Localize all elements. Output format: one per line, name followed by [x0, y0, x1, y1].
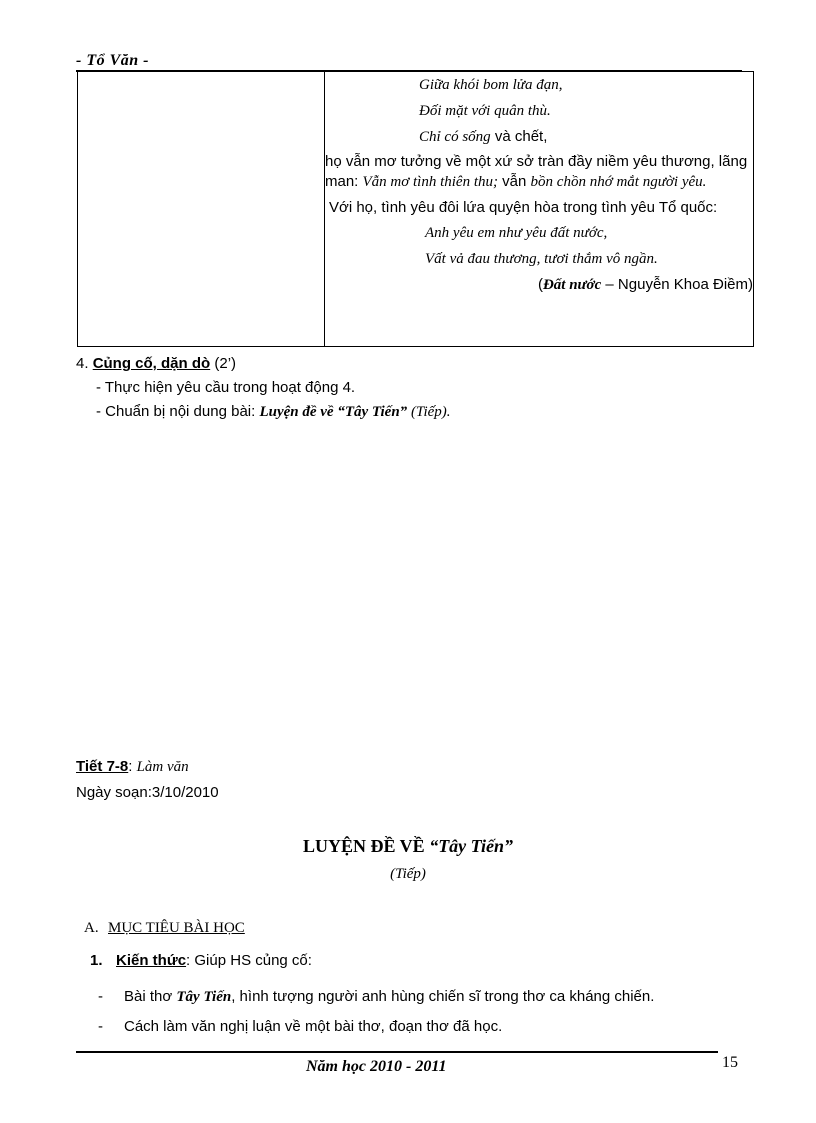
lesson-colon: : — [128, 758, 137, 775]
prose-text: họ vẫn mơ tưởng về một xứ sở tràn đầy niềm yêu thương, lãng man: — [325, 153, 748, 190]
section-4 — [76, 352, 451, 424]
item-suffix: , hình tượng người anh hùng chiến sĩ trong thơ ca kháng chiến. — [231, 988, 655, 1005]
knowledge-list — [98, 982, 654, 1042]
title-italic: “Tây Tiến” — [429, 836, 513, 856]
table-left-cell — [78, 72, 325, 347]
item-bold: Tây Tiến — [176, 989, 232, 1005]
poem-italic: Chỉ có sống — [419, 129, 491, 145]
poem-normal: và chết, — [490, 128, 548, 145]
item-prefix: Bài thơ — [124, 988, 177, 1005]
with-line: Với họ, tình yêu đôi lứa quyện hòa trong tình yêu Tổ quốc: — [329, 199, 718, 216]
section-4-time: (2’) — [210, 355, 237, 372]
item-bold: Luyện đề về “Tây Tiến” — [259, 404, 408, 420]
lesson-label: Tiết 7-8 — [76, 758, 129, 775]
source-author: – Nguyễn Khoa Điềm) — [601, 276, 753, 293]
poem-source — [325, 272, 753, 298]
poem-line: Anh yêu em như yêu đất nước, — [425, 225, 608, 241]
page-number: 15 — [722, 1054, 738, 1071]
section-a-heading — [84, 920, 245, 937]
footer-year: Năm học 2010 - 2011 — [306, 1058, 447, 1075]
poem-line — [325, 124, 753, 150]
item-text: Cách làm văn nghị luận về một bài thơ, đoạn thơ đã học. — [124, 1018, 503, 1035]
item-prefix: - Chuẩn bị nội dung bài: — [96, 403, 260, 420]
section-4-item — [76, 400, 451, 424]
poem-line: Giữa khói bom lửa đạn, — [419, 77, 563, 93]
knowledge-heading — [90, 952, 312, 969]
table-right-cell — [325, 72, 754, 347]
lesson-line — [76, 754, 219, 780]
lesson-type: Làm văn — [136, 759, 189, 775]
content-table — [77, 71, 754, 347]
poem-line: Đối mặt với quân thù. — [419, 103, 551, 119]
knowledge-number: 1. — [90, 952, 103, 969]
source-open: ( — [537, 276, 543, 293]
item-suffix: (Tiếp). — [407, 404, 451, 420]
poem-line: Vất vả đau thương, tươi thắm vô ngần. — [425, 251, 658, 267]
section-4-number: 4. — [76, 355, 89, 372]
knowledge-rest: : Giúp HS củng cố: — [186, 952, 312, 969]
section-a-label: A. — [84, 920, 99, 936]
section-4-title: Củng cố, dặn dò — [92, 355, 211, 372]
list-item — [98, 1012, 654, 1042]
header-title: - Tổ Văn - — [76, 52, 149, 69]
lesson-info — [76, 754, 219, 806]
section-4-item: - Thực hiện yêu cầu trong hoạt động 4. — [96, 379, 356, 396]
source-work: Đất nước — [542, 277, 602, 293]
footer-rule — [76, 1051, 718, 1053]
prose-italic: Vẫn mơ tình thiên thu; — [362, 174, 499, 190]
page-title — [0, 836, 816, 857]
list-item — [98, 982, 654, 1012]
prose-italic: bồn chồn nhớ mắt người yêu. — [530, 174, 707, 190]
section-4-heading — [76, 352, 451, 376]
prose-text: vẫn — [498, 173, 531, 190]
section-a-title: MỤC TIÊU BÀI HỌC — [108, 920, 245, 936]
dash-marker: - — [98, 1018, 103, 1035]
knowledge-title: Kiến thức — [116, 952, 187, 969]
dash-marker: - — [98, 988, 103, 1005]
prose-paragraph — [325, 152, 753, 192]
page-subtitle: (Tiếp) — [390, 866, 426, 882]
lesson-date: Ngày soạn:3/10/2010 — [76, 784, 219, 801]
title-main: LUYỆN ĐỀ VỀ — [302, 836, 430, 856]
